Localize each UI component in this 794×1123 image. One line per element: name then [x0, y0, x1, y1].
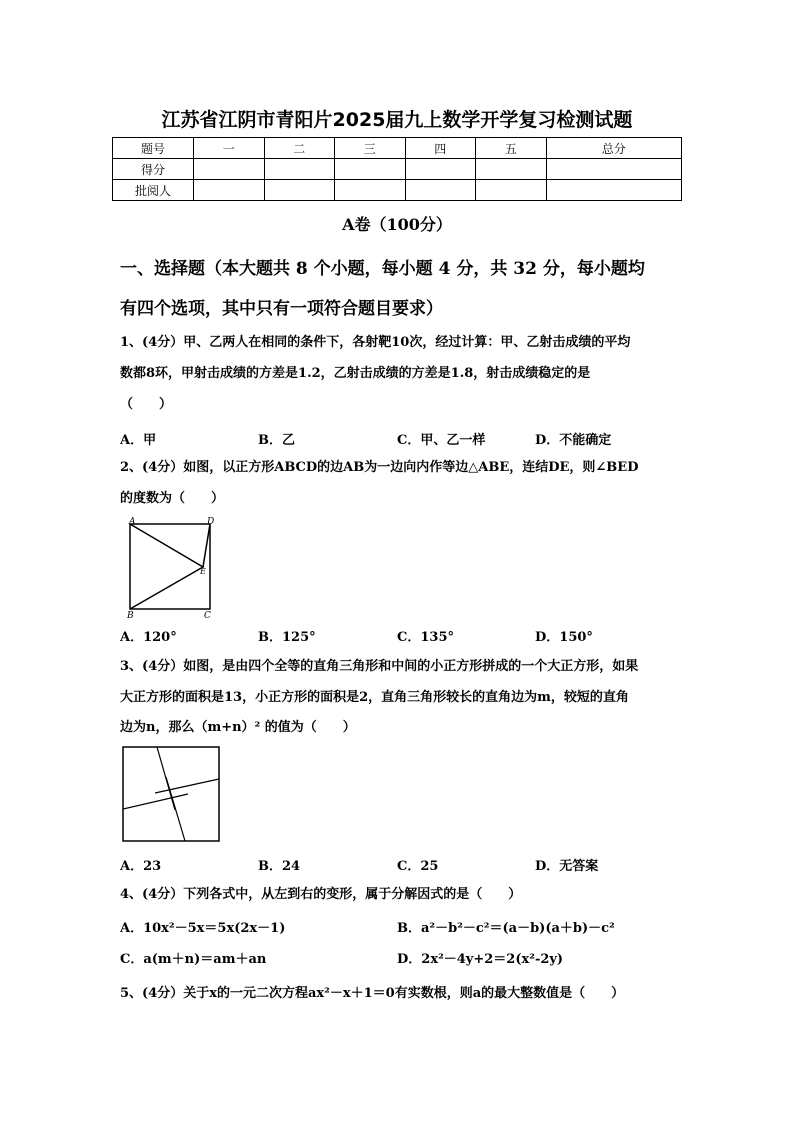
q4-option-c[interactable]: C．a(m＋n)＝am＋an — [120, 952, 267, 967]
header-cell: 五 — [476, 138, 547, 159]
q5-line1: 5、(4分）关于x的一元二次方程ax²－x＋1＝0有实数根，则a的最大整数值是（ ） — [120, 986, 625, 1001]
q1-option-b[interactable]: B．乙 — [258, 433, 295, 448]
q3-option-b[interactable]: B．24 — [258, 859, 301, 874]
section-a-heading: A卷（100分） — [342, 215, 452, 234]
q2-option-b[interactable]: B．125° — [258, 630, 316, 645]
header-cell: 二 — [264, 138, 335, 159]
header-cell: 总分 — [546, 138, 682, 159]
q4-option-a[interactable]: A．10x²－5x＝5x(2x－1) — [120, 921, 286, 936]
q3-option-a[interactable]: A．23 — [120, 859, 162, 874]
header-cell: 题号 — [113, 138, 194, 159]
q3-line2: 大正方形的面积是13，小正方形的面积是2，直角三角形较长的直角边为m，较短的直角 — [120, 690, 629, 705]
label-b: B — [127, 611, 134, 620]
score-cell[interactable] — [476, 159, 547, 180]
q2-line2: 的度数为（ ） — [120, 491, 225, 506]
q2-option-a[interactable]: A．120° — [120, 630, 177, 645]
reviewer-cell[interactable] — [405, 180, 476, 201]
q3-pinwheel-figure — [122, 746, 220, 842]
reviewer-cell[interactable] — [476, 180, 547, 201]
reviewer-cell[interactable] — [194, 180, 265, 201]
q2-square-figure — [120, 514, 230, 620]
q2-option-d[interactable]: D．150° — [535, 630, 593, 645]
q4-option-d[interactable]: D．2x²－4y+2＝2(x²-2y) — [397, 952, 564, 967]
score-cell[interactable] — [405, 159, 476, 180]
score-cell[interactable] — [546, 159, 682, 180]
reviewer-cell[interactable] — [546, 180, 682, 201]
q3-line1: 3、(4分）如图，是由四个全等的直角三角形和中间的小正方形拼成的一个大正方形，如果 — [120, 659, 639, 674]
row-label: 得分 — [113, 159, 194, 180]
q1-line3: （ ） — [120, 397, 173, 412]
q1-line2: 数都8环，甲射击成绩的方差是1.2，乙射击成绩的方差是1.8，射击成绩稳定的是 — [120, 366, 591, 381]
header-cell: 一 — [194, 138, 265, 159]
header-cell: 三 — [335, 138, 406, 159]
section1-line2: 有四个选项，其中只有一项符合题目要求） — [120, 299, 443, 319]
q3-line3: 边为n，那么（m+n）² 的值为（ ） — [120, 720, 356, 735]
score-cell[interactable] — [335, 159, 406, 180]
score-table-header-row — [113, 138, 682, 159]
reviewer-row — [113, 180, 682, 201]
q3-option-c[interactable]: C．25 — [397, 859, 439, 874]
q3-option-d[interactable]: D．无答案 — [535, 859, 599, 874]
q1-option-c[interactable]: C．甲、乙一样 — [397, 433, 486, 448]
reviewer-cell[interactable] — [335, 180, 406, 201]
label-a: A — [129, 517, 136, 527]
score-row — [113, 159, 682, 180]
q1-option-d[interactable]: D．不能确定 — [535, 433, 612, 448]
score-cell[interactable] — [194, 159, 265, 180]
label-e: E — [200, 567, 206, 576]
row-label: 批阅人 — [113, 180, 194, 201]
label-d: D — [207, 517, 215, 527]
page-title: 江苏省江阴市青阳片2025届九上数学开学复习检测试题 — [161, 109, 633, 131]
reviewer-cell[interactable] — [264, 180, 335, 201]
q1-line1: 1、(4分）甲、乙两人在相同的条件下，各射靶10次，经过计算：甲、乙射击成绩的平均 — [120, 335, 631, 350]
score-table — [112, 137, 682, 201]
section1-line1: 一、选择题（本大题共 8 个小题，每小题 4 分，共 32 分，每小题均 — [120, 259, 645, 279]
header-cell: 四 — [405, 138, 476, 159]
score-cell[interactable] — [264, 159, 335, 180]
q1-option-a[interactable]: A．甲 — [120, 433, 157, 448]
q2-option-c[interactable]: C．135° — [397, 630, 454, 645]
q2-line1: 2、(4分）如图，以正方形ABCD的边AB为一边向内作等边△ABE，连结DE，则∠BED — [120, 460, 639, 475]
label-c: C — [204, 611, 211, 620]
q4-line1: 4、(4分）下列各式中，从左到右的变形，属于分解因式的是（ ） — [120, 887, 522, 902]
q4-option-b[interactable]: B．a²－b²－c²＝(a－b)(a＋b)－c² — [397, 921, 615, 936]
